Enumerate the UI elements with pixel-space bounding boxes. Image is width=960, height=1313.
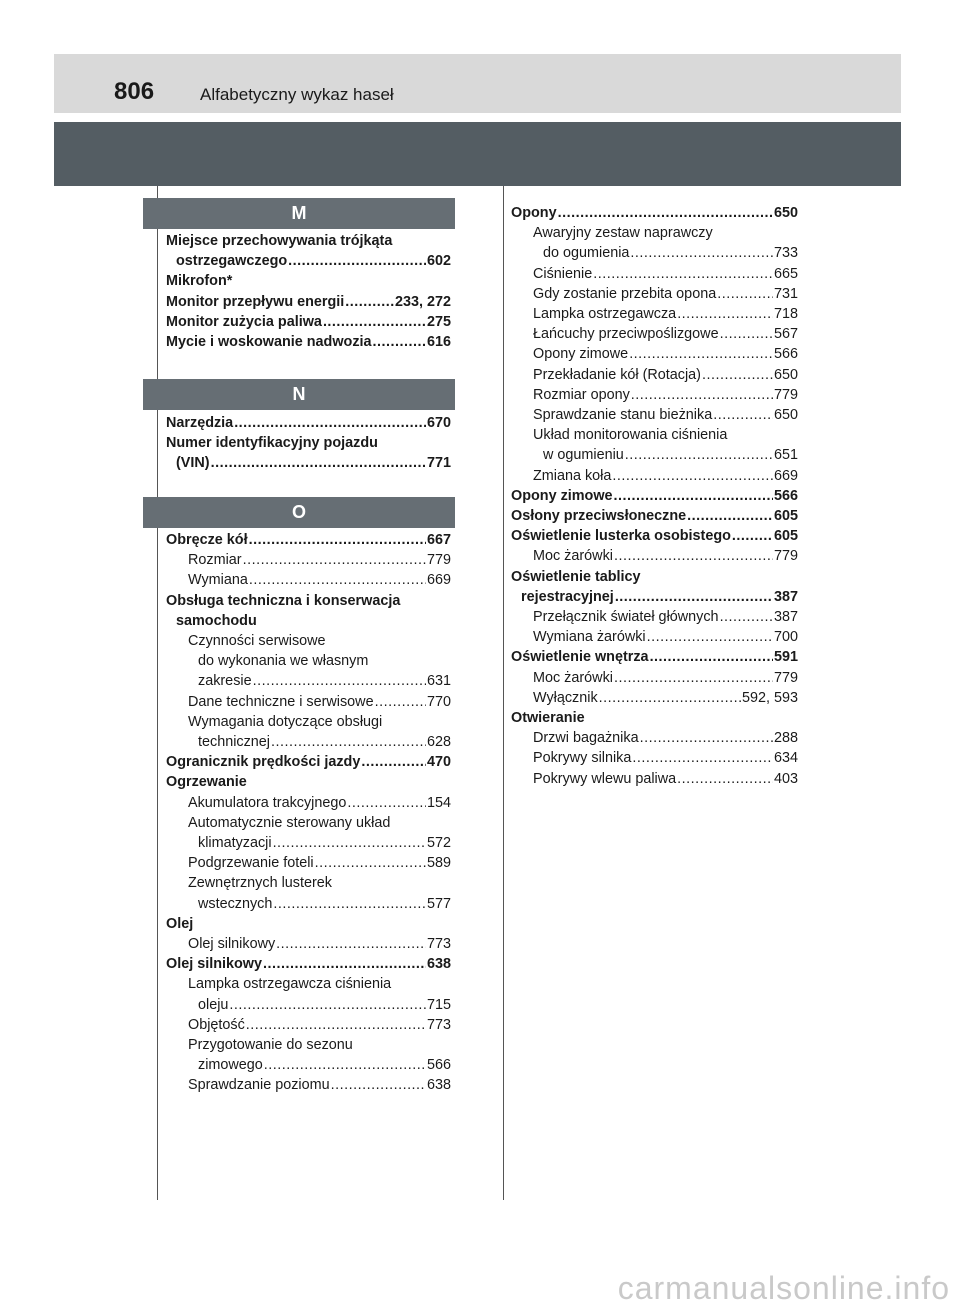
left-column-rule — [157, 186, 158, 1200]
index-entry: Gdy zostanie przebita opona ..... 731 — [511, 284, 798, 304]
index-entry: Pokrywy wlewu paliwa ..... 403 — [511, 769, 798, 789]
index-entry: Sprawdzanie poziomu ..... 638 — [166, 1075, 451, 1095]
index-entry: Moc żarówki ..... 779 — [511, 668, 798, 688]
section-o-entries — [166, 530, 451, 1096]
index-entry: Moc żarówki ..... 779 — [511, 546, 798, 566]
index-entry: Pokrywy silnika ..... 634 — [511, 748, 798, 768]
index-entry: Dane techniczne i serwisowe ..... 770 — [166, 692, 451, 712]
index-entry: Automatycznie sterowany układ — [188, 814, 391, 831]
index-entry: Oświetlenie wnętrza ..... 591 — [511, 647, 798, 667]
index-entry: Mikrofon* — [166, 273, 233, 290]
index-entry: ostrzegawczego ..... 602 — [166, 251, 451, 271]
section-n-entries — [166, 413, 451, 474]
index-entry: Sprawdzanie stanu bieżnika ..... 650 — [511, 405, 798, 425]
right-column-entries — [511, 203, 798, 789]
index-entry: do ogumienia ..... 733 — [511, 243, 798, 263]
index-entry: Awaryjny zestaw naprawczy — [533, 225, 713, 242]
index-entry: Podgrzewanie foteli ..... 589 — [166, 853, 451, 873]
index-entry: Olej silnikowy ..... 638 — [166, 954, 451, 974]
index-entry: Łańcuchy przeciwpoślizgowe ..... 567 — [511, 324, 798, 344]
header-band — [54, 54, 901, 113]
index-entry: Monitor przepływu energii ..... 233, 272 — [166, 292, 451, 312]
index-entry: Akumulatora trakcyjnego ..... 154 — [166, 793, 451, 813]
index-entry: Opony zimowe ..... 566 — [511, 486, 798, 506]
index-entry: Lampka ostrzegawcza ..... 718 — [511, 304, 798, 324]
index-entry: Wymagania dotyczące obsługi — [188, 713, 383, 730]
index-entry: Zewnętrznych lusterek — [188, 875, 332, 892]
index-entry: Układ monitorowania ciśnienia — [533, 427, 728, 444]
index-entry: Opony ..... 650 — [511, 203, 798, 223]
index-entry: Osłony przeciwsłoneczne ..... 605 — [511, 506, 798, 526]
index-entry: Ogranicznik prędkości jazdy ..... 470 — [166, 752, 451, 772]
index-entry: zimowego ..... 566 — [166, 1055, 451, 1075]
index-entry: Olej silnikowy ..... 773 — [166, 934, 451, 954]
index-entry: Narzędzia ..... 670 — [166, 413, 451, 433]
section-header-m: M — [143, 198, 455, 229]
index-entry: Miejsce przechowywania trójkąta — [166, 233, 393, 249]
section-header-o: O — [143, 497, 455, 528]
chapter-band — [54, 122, 901, 186]
index-entry: Numer identyfikacyjny pojazdu — [166, 435, 378, 452]
index-entry: Objętość ..... 773 — [166, 1015, 451, 1035]
index-entry: Mycie i woskowanie nadwozia ..... 616 — [166, 332, 451, 352]
index-entry: oleju ..... 715 — [166, 995, 451, 1015]
site-watermark: carmanualsonline.info — [617, 1270, 950, 1306]
index-entry: Rozmiar ..... 779 — [166, 550, 451, 570]
index-entry: Oświetlenie tablicy — [511, 568, 641, 585]
index-entry: Przełącznik świateł głównych ..... 387 — [511, 607, 798, 627]
index-entry: Przygotowanie do sezonu — [188, 1037, 353, 1054]
index-entry: zakresie ..... 631 — [166, 671, 451, 691]
section-header-n: N — [143, 379, 455, 410]
page-number: 806 — [114, 78, 155, 105]
index-entry: do wykonania we własnym — [198, 653, 369, 670]
index-entry: klimatyzacji ..... 572 — [166, 833, 451, 853]
index-entry: Ciśnienie ..... 665 — [511, 264, 798, 284]
index-entry: samochodu — [176, 612, 257, 629]
index-entry: technicznej ..... 628 — [166, 732, 451, 752]
index-entry: Drzwi bagażnika ..... 288 — [511, 728, 798, 748]
index-entry: Wyłącznik ..... 592, 593 — [511, 688, 798, 708]
index-entry: Obsługa techniczna i konserwacja — [166, 592, 401, 609]
index-entry: Obręcze kół ..... 667 — [166, 530, 451, 550]
right-column-rule — [503, 186, 504, 1200]
index-entry: Monitor zużycia paliwa ..... 275 — [166, 312, 451, 332]
index-entry: Lampka ostrzegawcza ciśnienia — [188, 976, 392, 993]
index-entry: Oświetlenie lusterka osobistego ..... 605 — [511, 526, 798, 546]
index-entry: Wymiana żarówki ..... 700 — [511, 627, 798, 647]
section-m-entries — [166, 231, 451, 352]
index-entry: Ogrzewanie — [166, 774, 247, 791]
index-entry: Przekładanie kół (Rotacja) ..... 650 — [511, 365, 798, 385]
index-entry: Rozmiar opony ..... 779 — [511, 385, 798, 405]
page-title: Alfabetyczny wykaz haseł — [200, 85, 394, 104]
index-entry: rejestracyjnej ..... 387 — [511, 587, 798, 607]
index-entry: Olej — [166, 915, 194, 932]
index-entry: Wymiana ..... 669 — [166, 570, 451, 590]
index-entry: Opony zimowe ..... 566 — [511, 344, 798, 364]
index-entry: Zmiana koła ..... 669 — [511, 466, 798, 486]
index-entry: Czynności serwisowe — [188, 633, 326, 650]
index-entry: w ogumieniu ..... 651 — [511, 445, 798, 465]
index-entry: (VIN) ..... 771 — [166, 453, 451, 473]
index-entry: Otwieranie — [511, 710, 585, 727]
index-entry: wstecznych ..... 577 — [166, 894, 451, 914]
